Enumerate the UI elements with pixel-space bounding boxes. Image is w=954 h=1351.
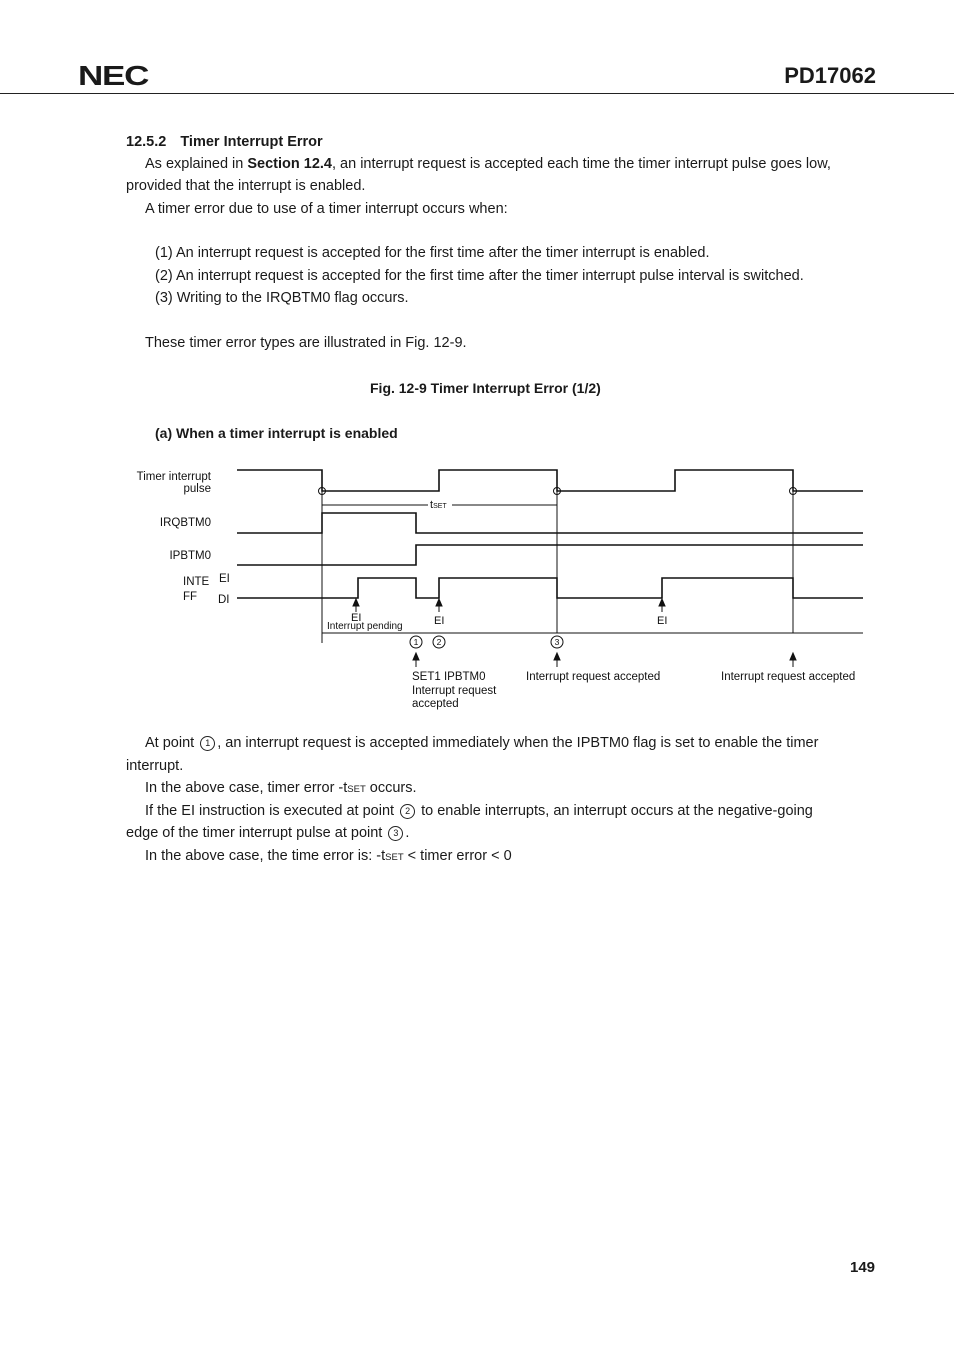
document-id: PD17062 [784,63,876,88]
ipbtm0-waveform [237,545,863,565]
timing-diagram [0,455,954,725]
p1-post: , an interrupt request is accepted immediately when the IPBTM0 flag is set to enable the timer [217,735,819,751]
point-2-number: 2 [436,637,442,647]
label-di: DI [218,594,230,606]
p3-pre: If the EI instruction is executed at point [145,803,399,819]
nec-logo: NEC [78,60,149,91]
p1-pre: At point [145,735,199,751]
list-item: (1) An interrupt request is accepted for the first time after the timer interrupt is enabled. [155,245,710,261]
label-timer-pulse-1: Timer interrupt [136,471,211,483]
point-3-number: 3 [554,637,560,647]
figure-subcaption: (a) When a timer interrupt is enabled [155,425,398,441]
list-item: (2) An interrupt request is accepted for the first time after the timer interrupt pulse interval is switched. [155,268,804,284]
p2-pre: In the above case, timer error -t [145,780,348,796]
label-ipbtm0: IPBTM0 [169,550,211,562]
section-heading [126,131,323,153]
label-inte: INTE [183,576,210,588]
arrow-up-icon [554,653,560,660]
set1-annotation-3: accepted [412,698,459,710]
explanation-point1-line1 [145,732,818,754]
timer-pulse-waveform [237,470,863,491]
explanation-tset-case [145,777,417,801]
ei-mark-3: EI [657,615,668,627]
figure-caption: Fig. 12-9 Timer Interrupt Error (1/2) [370,380,601,396]
circled-number: 2 [400,804,415,819]
set1-annotation-1: SET1 IPBTM0 [412,671,486,683]
irqbtm0-waveform [237,513,863,533]
arrow-up-icon [436,599,442,606]
page-number: 149 [850,1259,876,1276]
tset-subscript: SET [347,784,366,795]
point-1-number: 1 [413,637,419,647]
arrow-up-icon [413,653,419,660]
arrow-up-icon [790,653,796,660]
interrupt-pending-label: Interrupt pending [327,621,403,632]
inte-ff-waveform [237,578,863,598]
explanation-point1-line2: interrupt. [126,758,184,774]
label-ei: EI [219,573,230,585]
circled-number: 3 [388,826,403,841]
section-title: Timer Interrupt Error [180,134,323,150]
section-reference: Section 12.4 [247,156,332,172]
p2-post: occurs. [365,780,417,796]
accepted-annotation-1: Interrupt request accepted [526,671,661,683]
explanation-time-error [145,845,512,869]
header-rule [0,93,954,94]
arrow-up-icon [659,599,665,606]
label-timer-pulse-2: pulse [183,483,211,495]
p3-line2-post: . [405,825,410,841]
label-irqbtm0: IRQBTM0 [159,517,211,529]
tset-subscript: SET [385,852,404,863]
p4-pre: In the above case, the time error is: -t [145,848,386,864]
p3-post: to enable interrupts, an interrupt occurs at the negative-going [417,803,813,819]
intro-paragraph-line1 [145,153,831,175]
ei-mark-1: EI [351,612,362,624]
intro-paragraph-line2: provided that the interrupt is enabled. [126,178,366,194]
arrow-up-icon [353,599,359,606]
illustration-reference: These timer error types are illustrated in Fig. 12-9. [145,335,467,351]
tset-label: tSET [430,499,447,511]
ei-mark-2: EI [434,615,445,627]
timer-error-intro: A timer error due to use of a timer interrupt occurs when: [145,201,508,217]
accepted-annotation-2: Interrupt request accepted [721,671,856,683]
circled-number: 1 [200,736,215,751]
p4-post: < timer error < 0 [403,848,512,864]
explanation-point2-line1 [145,800,813,822]
p3-line2-pre: edge of the timer interrupt pulse at point [126,825,387,841]
set1-annotation-2: Interrupt request [412,685,497,697]
para1-post: , an interrupt request is accepted each time the timer interrupt pulse goes low, [332,156,831,172]
section-number: 12.5.2 [126,134,167,150]
list-item: (3) Writing to the IRQBTM0 flag occurs. [155,290,409,306]
para1-pre: As explained in [145,156,248,172]
explanation-point2-line2 [126,822,409,844]
label-ff: FF [183,591,198,603]
